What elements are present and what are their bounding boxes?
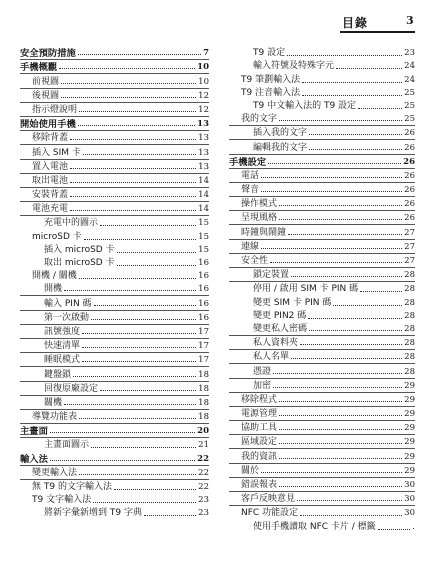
dot-leader <box>79 278 196 279</box>
toc-entry[interactable] <box>229 435 415 449</box>
toc-entry-label: 加密 <box>253 380 272 391</box>
dot-leader <box>273 387 402 388</box>
toc-entry-page: 15 <box>198 218 209 229</box>
toc-entry-label: 主畫面圖示 <box>44 440 90 451</box>
dot-leader <box>279 429 402 430</box>
dot-leader <box>93 502 196 503</box>
dot-leader <box>78 125 195 126</box>
toc-entry-label: 關機 <box>44 397 63 408</box>
toc-entry-page: 28 <box>404 270 415 281</box>
page-header <box>0 0 435 40</box>
toc-entry[interactable] <box>229 169 415 183</box>
toc-entry[interactable] <box>20 202 209 216</box>
toc-entry[interactable] <box>229 393 415 407</box>
toc-entry[interactable] <box>229 449 415 463</box>
toc-entry-page: 23 <box>404 48 415 59</box>
toc-entry[interactable] <box>20 160 209 174</box>
toc-entry-label: T9 注音輸入法 <box>241 87 301 98</box>
toc-entry[interactable] <box>20 466 209 480</box>
toc-entry[interactable] <box>229 407 415 421</box>
toc-entry[interactable] <box>20 216 209 229</box>
toc-entry-label: 指示燈說明 <box>32 104 78 115</box>
toc-entry-page: 28 <box>404 310 415 321</box>
toc-entry[interactable] <box>20 451 209 465</box>
dot-leader <box>70 196 196 197</box>
toc-entry-label: 鎖定裝置 <box>253 270 290 281</box>
toc-entry-page: 28 <box>404 366 415 377</box>
toc-entry[interactable] <box>20 424 209 438</box>
dot-leader <box>84 239 196 240</box>
toc-entry[interactable] <box>229 464 415 478</box>
toc-entry[interactable] <box>20 188 209 202</box>
toc-entry-label: 開機 <box>44 284 63 295</box>
toc-entry-page: 26 <box>404 142 415 153</box>
dot-leader <box>279 443 402 444</box>
toc-entry[interactable] <box>229 59 415 72</box>
toc-entry-page: 16 <box>198 258 209 268</box>
dot-leader <box>333 305 402 306</box>
dot-leader <box>82 361 196 362</box>
toc-entry[interactable] <box>229 183 415 197</box>
toc-entry-label: 停用 / 啟用 SIM 卡 PIN 碼 <box>253 284 359 295</box>
toc-entry[interactable] <box>229 72 415 85</box>
dot-leader <box>70 139 196 140</box>
toc-entry-label: 安裝背蓋 <box>32 190 69 201</box>
toc-entry[interactable] <box>20 145 209 159</box>
toc-entry-label: 電話 <box>241 170 260 181</box>
toc-entry-page: 14 <box>198 190 209 201</box>
dot-leader <box>50 432 195 433</box>
toc-entry[interactable] <box>20 282 209 296</box>
toc-entry-page: 29 <box>404 451 415 462</box>
toc-entry-page: . <box>412 521 415 532</box>
dot-leader <box>302 95 402 96</box>
dot-leader <box>79 474 196 475</box>
toc-entry[interactable] <box>20 74 209 88</box>
toc-entry-page: 22 <box>197 453 209 464</box>
toc-entry-page: 30 <box>404 480 415 490</box>
toc-entry-page: 13 <box>197 119 209 130</box>
toc-entry-page: 29 <box>404 409 415 420</box>
toc-entry[interactable] <box>229 99 415 112</box>
toc-entry-page: 12 <box>198 104 209 115</box>
toc-entry[interactable] <box>20 325 209 339</box>
toc-entry-page: 12 <box>198 90 209 101</box>
toc-entry-page: 18 <box>198 383 209 394</box>
toc-entry-label: 使用手機讀取 NFC 卡片 / 標籤 <box>253 521 376 532</box>
toc-entry-label: 無 T9 的文字輸入法 <box>32 482 112 492</box>
toc-entry-page: 17 <box>198 355 209 366</box>
toc-entry-label: 錯誤報表 <box>241 480 278 490</box>
toc-entry-page: 14 <box>198 204 209 215</box>
toc-entry-page: 28 <box>404 323 415 334</box>
dot-leader <box>279 486 402 487</box>
toc-entry-label: 變更 SIM 卡 PIN 碼 <box>253 297 332 308</box>
dot-leader <box>297 500 402 501</box>
toc-entry-label: 開機 / 關機 <box>32 271 77 282</box>
toc-entry[interactable] <box>229 309 415 322</box>
dot-leader <box>308 318 402 319</box>
toc-entry-page: 23 <box>198 495 209 506</box>
toc-entry[interactable] <box>20 256 209 269</box>
toc-entry-label: 將新字彙新增到 T9 字典 <box>44 508 142 519</box>
toc-entry-label: 電池充電 <box>32 204 69 215</box>
toc-entry-page: 16 <box>198 298 209 309</box>
toc-entry-label: T9 中文輸入法的 T9 設定 <box>253 100 357 111</box>
toc-entry-label: 變更輸入法 <box>32 467 78 478</box>
toc-entry[interactable] <box>229 140 415 154</box>
toc-entry[interactable] <box>20 438 209 451</box>
dot-leader <box>273 373 402 374</box>
toc-entry[interactable] <box>229 86 415 99</box>
toc-entry[interactable] <box>20 480 209 493</box>
dot-leader <box>336 68 402 69</box>
toc-entry-label: 訊號強度 <box>44 326 81 337</box>
toc-entry-page: 16 <box>198 284 209 295</box>
toc-entry-page: 29 <box>404 437 415 448</box>
toc-entry-page: 10 <box>198 76 209 87</box>
toc-right-column <box>229 46 415 533</box>
toc-entry-label: 置入電池 <box>32 161 69 172</box>
toc-entry-label: 編輯我的文字 <box>253 142 308 153</box>
dot-leader <box>261 191 402 192</box>
toc-entry[interactable] <box>20 367 209 381</box>
toc-entry-page: 10 <box>197 62 209 73</box>
toc-entry[interactable] <box>20 410 209 424</box>
dot-leader <box>358 108 402 109</box>
toc-entry-page: 27 <box>404 241 415 252</box>
toc-entry-page: 30 <box>404 508 415 519</box>
dot-leader <box>100 390 196 391</box>
toc-entry-page: 26 <box>404 199 415 210</box>
dot-leader <box>291 276 402 277</box>
dot-leader <box>100 225 196 226</box>
toc-entry-page: 13 <box>198 161 209 172</box>
toc-entry-page: 15 <box>198 231 209 242</box>
dot-leader <box>279 401 402 402</box>
toc-entry-page: 28 <box>404 352 415 363</box>
toc-entry[interactable] <box>229 364 415 378</box>
toc-entry[interactable] <box>229 112 415 126</box>
toc-entry[interactable] <box>229 211 415 225</box>
toc-entry-page: 29 <box>404 423 415 434</box>
toc-entry[interactable] <box>229 268 415 282</box>
dot-leader <box>61 83 196 84</box>
toc-entry-label: 區域設定 <box>241 437 278 448</box>
toc-entry-page: 18 <box>198 412 209 423</box>
dot-leader <box>270 262 402 263</box>
toc-entry[interactable] <box>229 336 415 350</box>
dot-leader <box>78 54 201 55</box>
toc-entry-label: 插入 microSD 卡 <box>44 244 115 255</box>
toc-entry-label: 變更 PIN2 碼 <box>253 310 307 321</box>
toc-entry-label: 導覽功能表 <box>32 412 78 423</box>
toc-entry-page: 7 <box>203 48 209 59</box>
toc-entry-page: 29 <box>404 394 415 405</box>
toc-entry[interactable] <box>20 60 209 74</box>
toc-entry-label: 變更私人密碼 <box>253 323 308 334</box>
dot-leader <box>79 111 196 112</box>
toc-entry-label: microSD 卡 <box>32 231 82 242</box>
toc-entry-label: 插入 SIM 卡 <box>32 147 81 158</box>
toc-entry-label: 協助工具 <box>241 423 278 434</box>
dot-leader <box>279 120 402 121</box>
toc-entry-page: 23 <box>198 508 209 519</box>
toc-entry[interactable] <box>229 197 415 211</box>
dot-leader <box>82 333 196 334</box>
toc-entry[interactable] <box>20 353 209 367</box>
toc-entry-label: 睡眠模式 <box>44 355 81 366</box>
toc-entry-page: 22 <box>198 467 209 478</box>
toc-entry-label: T9 筆劃輸入法 <box>241 74 301 85</box>
toc-entry-label: 聲音 <box>241 185 260 196</box>
dot-leader <box>309 134 402 135</box>
toc-entry[interactable] <box>20 243 209 256</box>
toc-entry[interactable] <box>20 269 209 282</box>
toc-entry-label: 輸入符號及特殊字元 <box>253 61 335 72</box>
dot-leader <box>378 529 411 530</box>
toc-entry[interactable] <box>229 421 415 435</box>
dot-leader <box>91 319 196 320</box>
toc-entry[interactable] <box>229 225 415 239</box>
toc-entry-page: 21 <box>198 440 209 451</box>
toc-entry-label: 我的資訊 <box>241 451 278 462</box>
toc-entry-page: 18 <box>198 369 209 380</box>
dot-leader <box>300 344 402 345</box>
toc-entry-page: 17 <box>198 341 209 352</box>
toc-entry[interactable] <box>20 46 209 60</box>
dot-leader <box>117 265 197 266</box>
toc-entry-label: 主畫面 <box>20 426 48 438</box>
toc-entry[interactable] <box>20 311 209 325</box>
toc-entry[interactable] <box>229 295 415 308</box>
toc-entry[interactable] <box>229 46 415 59</box>
dot-leader <box>279 205 402 206</box>
toc-entry-page: 13 <box>198 147 209 158</box>
dot-leader <box>114 489 196 490</box>
toc-entry[interactable] <box>229 282 415 295</box>
toc-entry[interactable] <box>20 117 209 131</box>
toc-entry-page: 25 <box>404 87 415 98</box>
toc-entry-page: 28 <box>404 284 415 295</box>
toc-entry-label: 取出電池 <box>32 175 69 186</box>
dot-leader <box>360 291 402 292</box>
toc-entry-label: 移除程式 <box>241 394 278 405</box>
toc-entry-page: 13 <box>198 133 209 144</box>
toc-entry-label: 開始使用手機 <box>20 119 76 131</box>
toc-entry-label: NFC 功能設定 <box>241 508 299 519</box>
dot-leader <box>82 347 196 348</box>
toc-entry-label: 第一次啟動 <box>44 312 90 323</box>
dot-leader <box>64 404 196 405</box>
toc-entry-label: 時鐘與鬧鐘 <box>241 227 287 238</box>
toc-entry[interactable] <box>229 322 415 336</box>
toc-entry-page: 18 <box>198 397 209 408</box>
toc-entry-page: 28 <box>404 338 415 349</box>
toc-entry-label: 操作模式 <box>241 199 278 210</box>
toc-entry[interactable] <box>20 89 209 103</box>
toc-entry-page: 27 <box>404 227 415 238</box>
toc-entry-label: 快速清單 <box>44 341 81 352</box>
toc-entry-label: 連線 <box>241 241 260 252</box>
toc-entry-label: 輸入法 <box>20 453 48 465</box>
toc-entry-page: 30 <box>404 494 415 505</box>
dot-leader <box>302 82 402 83</box>
toc-entry-page: 24 <box>404 61 415 72</box>
toc-entry-label: 後視圖 <box>32 90 60 101</box>
toc-entry-label: 安全性 <box>241 256 269 266</box>
toc-entry-page: 16 <box>198 312 209 323</box>
dot-leader <box>94 305 197 306</box>
toc-entry-label: 私人名單 <box>253 352 290 363</box>
toc-entry[interactable] <box>229 126 415 140</box>
dot-leader <box>70 210 196 211</box>
toc-entry-page: 14 <box>198 175 209 186</box>
dot-leader <box>288 234 402 235</box>
toc-entry-label: 私人資料夾 <box>253 338 299 349</box>
toc-entry[interactable] <box>20 131 209 145</box>
toc-entry-label: 移除背蓋 <box>32 133 69 144</box>
toc-entry[interactable] <box>229 519 415 532</box>
toc-entry[interactable] <box>229 254 415 268</box>
toc-entry-label: 前視圖 <box>32 76 60 87</box>
dot-leader <box>91 447 196 448</box>
toc-left-column <box>20 46 209 519</box>
dot-leader <box>64 290 196 291</box>
dot-leader <box>287 55 402 56</box>
toc-entry-page: 17 <box>198 326 209 337</box>
dot-leader <box>261 472 402 473</box>
toc-entry-page: 26 <box>404 128 415 139</box>
dot-leader <box>73 376 196 377</box>
toc-entry-label: 手機設定 <box>229 156 267 168</box>
toc-entry-page: 25 <box>404 100 415 111</box>
toc-entry-page: 16 <box>198 271 209 282</box>
toc-entry[interactable] <box>229 379 415 393</box>
toc-entry-page: 25 <box>404 114 415 125</box>
toc-entry-label: 充電中的圖示 <box>44 218 99 229</box>
dot-leader <box>279 458 402 459</box>
toc-entry-label: T9 文字輸入法 <box>32 495 92 506</box>
dot-leader <box>261 177 402 178</box>
toc-entry-label: 手機概觀 <box>20 62 58 74</box>
toc-entry-page: 29 <box>404 380 415 391</box>
toc-entry[interactable] <box>20 103 209 117</box>
header-rule <box>340 31 415 33</box>
toc-entry[interactable] <box>229 492 415 506</box>
toc-entry[interactable] <box>229 155 415 169</box>
toc-entry-label: 關於 <box>241 465 260 476</box>
toc-entry-page: 28 <box>404 297 415 308</box>
dot-leader <box>144 515 196 516</box>
dot-leader <box>59 68 195 69</box>
toc-entry-label: 憑證 <box>253 366 272 377</box>
toc-entry-page: 26 <box>404 185 415 196</box>
dot-leader <box>70 168 196 169</box>
dot-leader <box>309 149 402 150</box>
dot-leader <box>83 154 196 155</box>
page-number: 3 <box>406 14 414 27</box>
toc-entry-page: 20 <box>197 426 209 437</box>
toc-entry-page: 27 <box>404 256 415 266</box>
toc-entry-page: 26 <box>403 156 415 167</box>
toc-entry[interactable] <box>20 506 209 519</box>
dot-leader <box>261 248 402 249</box>
toc-entry[interactable] <box>20 174 209 188</box>
dot-leader <box>279 219 402 220</box>
toc-entry-label: 電源管理 <box>241 409 278 420</box>
toc-entry[interactable] <box>20 396 209 410</box>
toc-entry[interactable] <box>20 493 209 506</box>
toc-entry-label: 我的文字 <box>241 114 278 125</box>
toc-entry[interactable] <box>229 350 415 364</box>
dot-leader <box>309 330 402 331</box>
toc-entry-label: 呈現風格 <box>241 213 278 224</box>
toc-entry-page: 15 <box>198 244 209 255</box>
toc-entry-label: T9 設定 <box>253 48 286 59</box>
toc-entry-label: 鍵盤鎖 <box>44 369 72 380</box>
toc-entry[interactable] <box>20 382 209 396</box>
dot-leader <box>279 415 402 416</box>
toc-entry-page: 29 <box>404 465 415 476</box>
dot-leader <box>268 163 401 164</box>
toc-title: 目錄 <box>342 16 369 30</box>
dot-leader <box>291 358 402 359</box>
toc-entry[interactable] <box>20 339 209 353</box>
toc-entry[interactable] <box>20 296 209 310</box>
toc-entry-label: 插入我的文字 <box>253 128 308 139</box>
dot-leader <box>79 418 196 419</box>
toc-entry-label: 客戶反映意見 <box>241 494 296 505</box>
dot-leader <box>300 515 402 516</box>
toc-entry-page: 22 <box>198 482 209 492</box>
toc-entry-label: 安全預防措施 <box>20 48 76 60</box>
dot-leader <box>50 460 195 461</box>
toc-entry-label: 回復原廠設定 <box>44 383 99 394</box>
dot-leader <box>117 252 197 253</box>
toc-entry-page: 24 <box>404 74 415 85</box>
toc-entry-label: 取出 microSD 卡 <box>44 258 115 268</box>
dot-leader <box>70 182 196 183</box>
dot-leader <box>61 97 196 98</box>
toc-entry-page: 26 <box>404 213 415 224</box>
toc-entry[interactable] <box>229 478 415 492</box>
toc-entry[interactable] <box>229 506 415 519</box>
toc-entry-page: 26 <box>404 170 415 181</box>
toc-entry[interactable] <box>20 229 209 242</box>
toc-entry[interactable] <box>229 240 415 254</box>
toc-entry-label: 輸入 PIN 碼 <box>44 298 92 309</box>
